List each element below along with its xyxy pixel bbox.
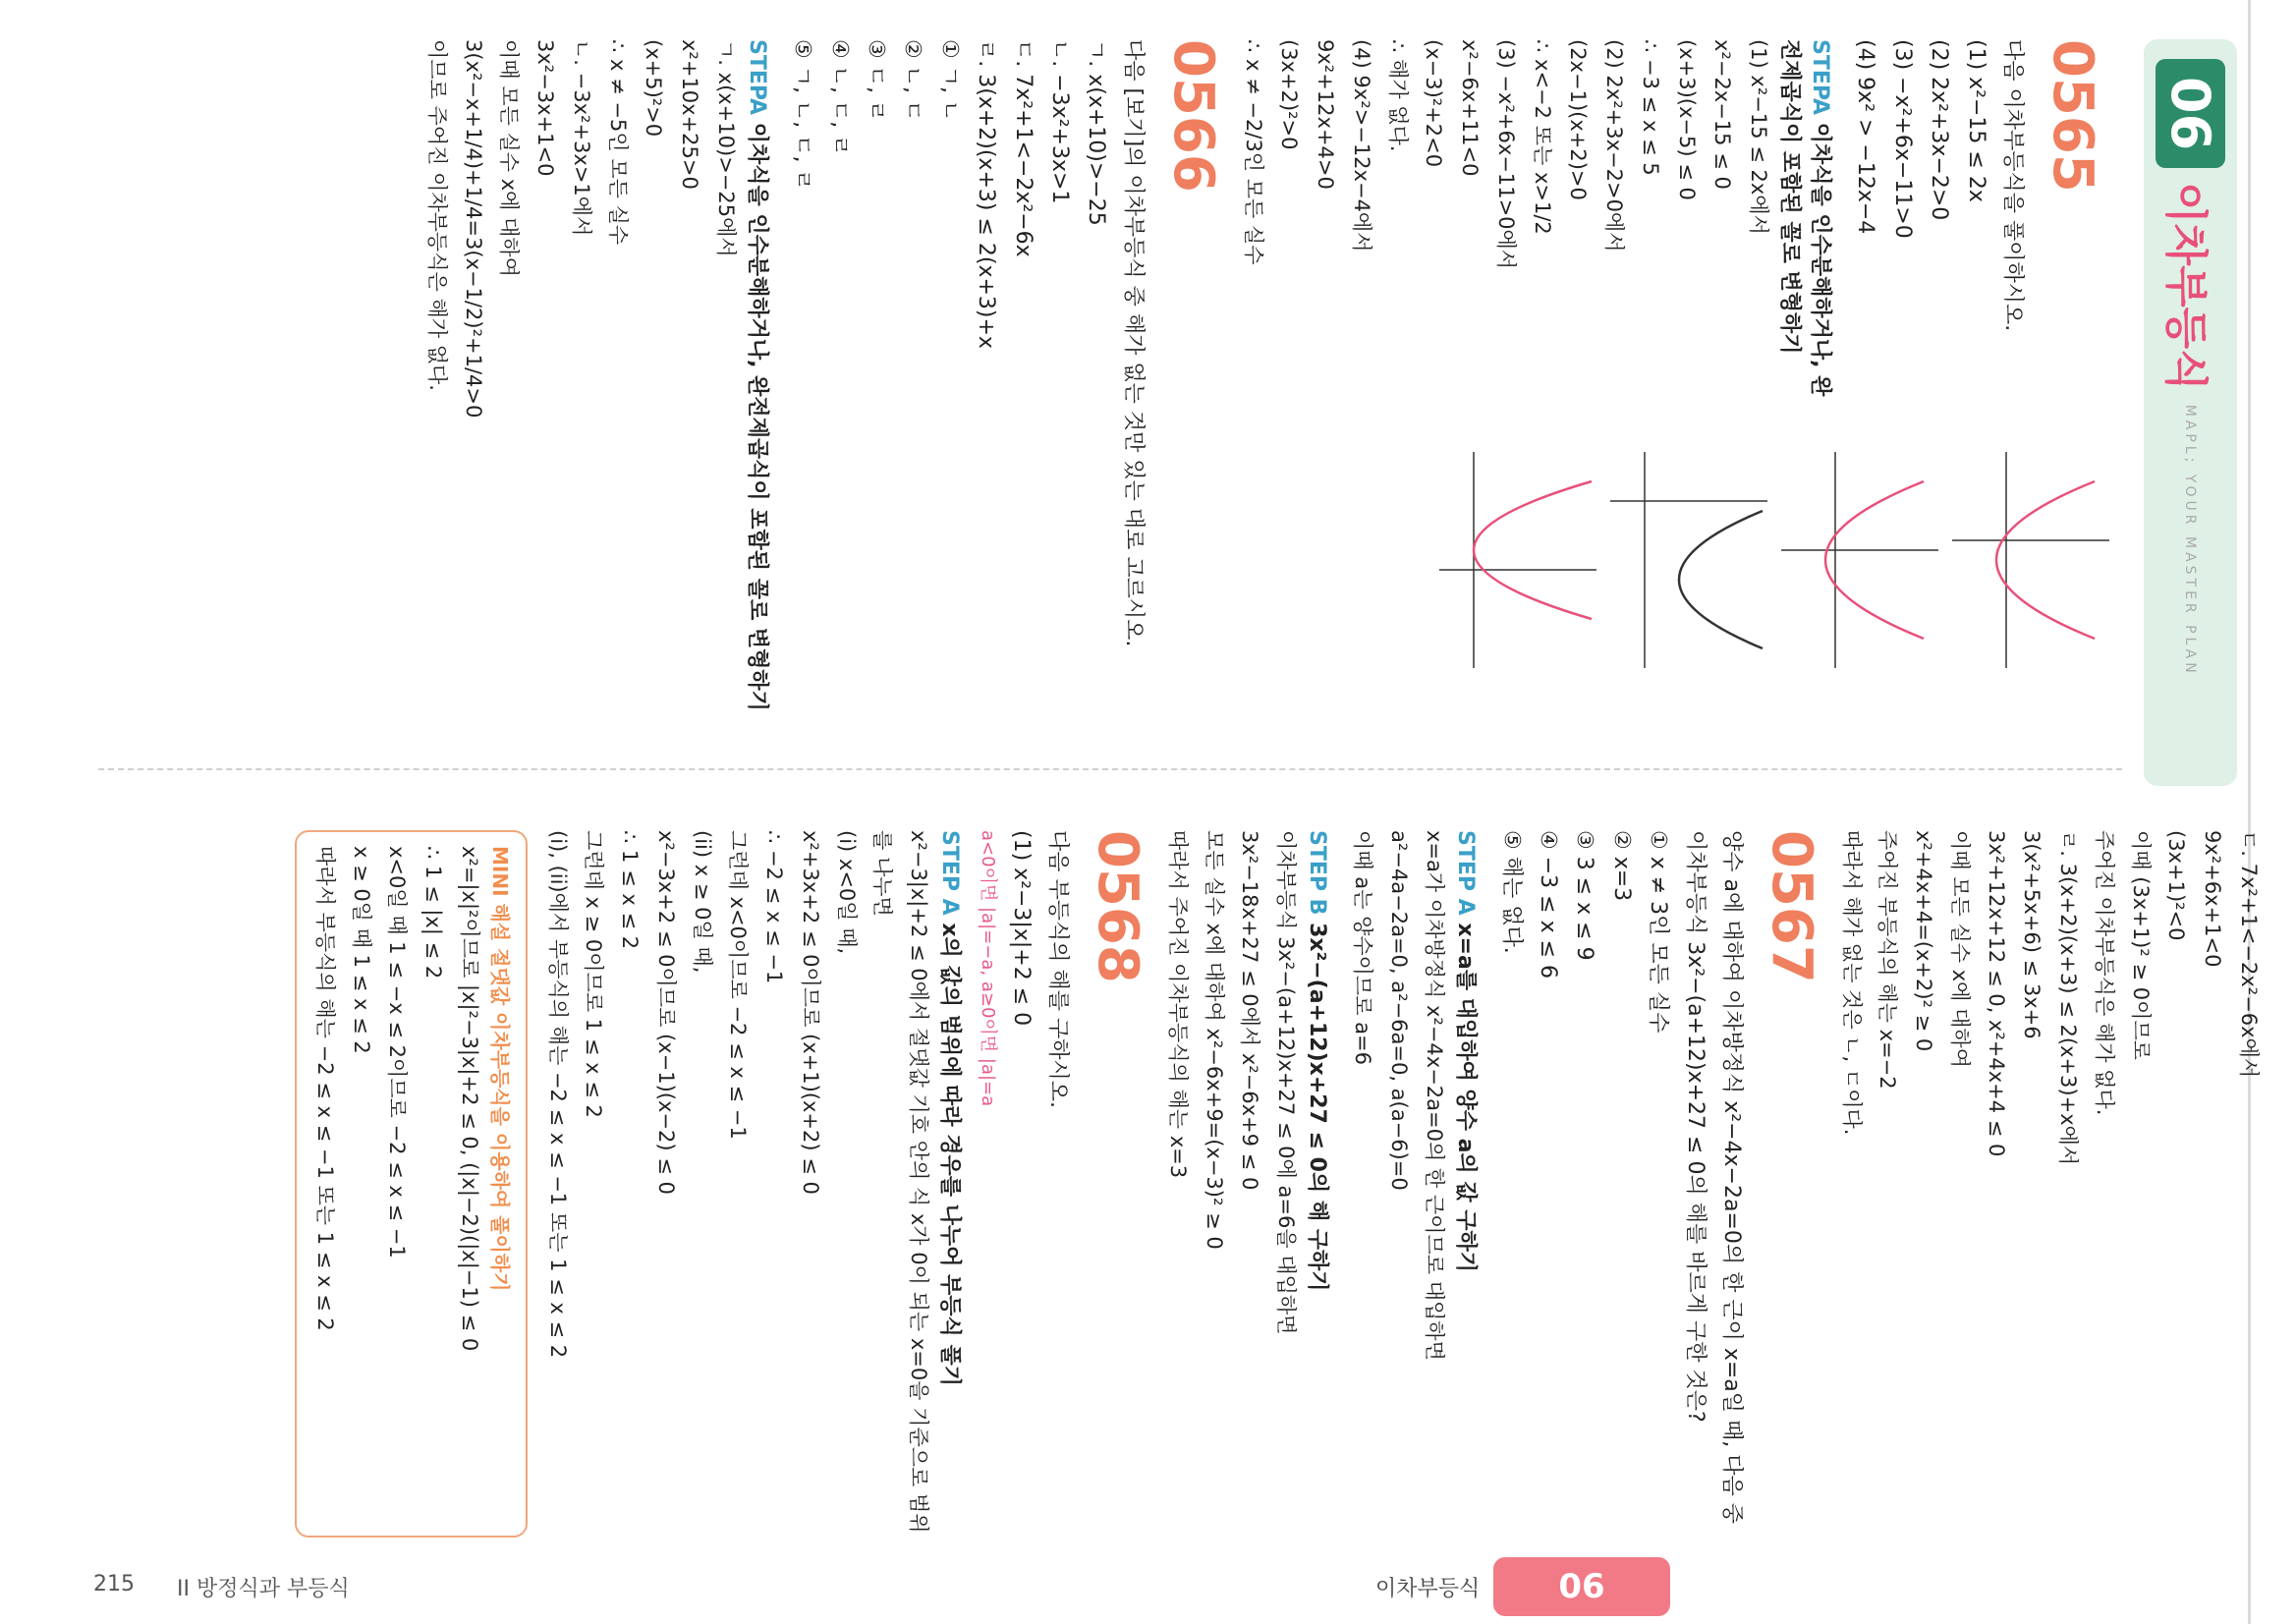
solution-line: (1) x²−15 ≤ 2x에서: [1747, 39, 1771, 235]
solution-line: a²−4a−2a=0, a²−6a=0, a(a−6)=0: [1386, 830, 1411, 1191]
mini-line: x<0일 때 1 ≤ −x ≤ 2이므로 −2 ≤ x ≤ −1: [385, 846, 410, 1259]
choice: ④ −3 ≤ x ≤ 6: [1536, 830, 1561, 980]
problem-0567: [1159, 830, 1823, 1538]
step-heading: STEPA 이차식을 인수분해하거나, 완전제곱식이 포함된 꼴로 변형하기: [1777, 39, 1833, 397]
mini-line: x²=|x|²이므로 |x|²−3|x|+2 ≤ 0, (|x|−2)(|x|−1) ≤ 0: [457, 846, 481, 1352]
solution-line: 주어진 이차부등식은 해가 없다.: [2093, 830, 2116, 1116]
solution-line: 3x²−3x+1<0: [533, 39, 558, 177]
problem-item: ㄹ. 3(x+2)(x+3) ≤ 2(x+3)+x: [974, 39, 999, 349]
solution-line: 따라서 해가 없는 것은 ㄴ, ㄷ이다.: [1839, 830, 1864, 1136]
problem-number: 0568: [1086, 830, 1150, 983]
solution-line: (3x+1)²<0: [2164, 830, 2189, 941]
solution-line: 3(x²+5x+6) ≤ 3x+6: [2020, 830, 2044, 1039]
problem-item: (4) 9x² > −12x−4: [1853, 39, 1878, 235]
problem-0566: [419, 39, 1225, 747]
solution-line: (3) −x²+6x−11>0에서: [1493, 39, 1518, 270]
graphs-0565: [1235, 442, 2114, 806]
problem-item: (1) x²−15 ≤ 2x: [1963, 39, 1988, 202]
solution-line: ∴ 해가 없다.: [1385, 39, 1410, 152]
solution-line: 따라서 주어진 이차부등식의 해는 x=3: [1165, 830, 1190, 1179]
choice: ① ㄱ, ㄴ: [936, 39, 962, 122]
solution-line: 이때 모든 실수 x에 대하여: [497, 39, 522, 277]
solution-line: 9x²+6x+1<0: [2201, 830, 2225, 968]
step-heading: STEP A x=a를 대입하여 양수 a의 값 구하기: [1453, 830, 1479, 1272]
solution-line: ∴ x ≠ −5인 모든 실수: [605, 39, 630, 246]
problem-item: ㄷ. 7x²+1<−2x²−6x: [1010, 39, 1036, 257]
problem-number: 0567: [1760, 830, 1823, 983]
step-heading: STEP B 3x²−(a+12)x+27 ≤ 0의 해 구하기: [1305, 830, 1330, 1292]
choice: ③ 3 ≤ x ≤ 9: [1572, 830, 1597, 961]
problem-item: (2) 2x²+3x−2>0: [1927, 39, 1952, 221]
problem-0565: [1235, 39, 2114, 403]
problem-0568: [295, 830, 1149, 1538]
solution-line: 이때 a는 양수이므로 a=6: [1350, 830, 1374, 1066]
solution-line: (3x+2)²>0: [1277, 39, 1302, 150]
parabola-graph: [1605, 442, 1772, 678]
half-lower: [135, 830, 2296, 1596]
solution-line: ㄱ. x(x+10)>−25에서: [713, 39, 738, 257]
problem-question: 다음 [보기]의 이차부등식 중 해가 없는 것만 있는 대로 고르시오.: [1120, 39, 1146, 647]
solution-line: (2x−1)(x+2)>0: [1566, 39, 1591, 200]
chapter-number: 06: [2156, 59, 2225, 168]
solution-line: 이때 모든 실수 x에 대하여: [1948, 830, 1972, 1068]
choice: ③ ㄷ, ㄹ: [864, 39, 889, 122]
solution-line: 그런데 x<0이므로 −2 ≤ x ≤ −1: [726, 830, 751, 1140]
chapter-title: 이차부등식: [2160, 182, 2212, 391]
solution-line: 3x²−18x+27 ≤ 0에서 x²−6x+9 ≤ 0: [1238, 830, 1262, 1191]
mini-title: MINI 해설 절댓값 이차부등식을 이용하여 풀이하기: [487, 846, 512, 1292]
solution-line: x²+4x+4=(x+2)² ≥ 0: [1912, 830, 1936, 1052]
solution-line: ㄴ. −3x²+3x>1에서: [569, 39, 593, 237]
solution-line: (2) 2x²+3x−2>0에서: [1602, 39, 1627, 252]
problem-question: 양수 a에 대하여 이차방정식 x²−4x−2a=0의 한 근이 x=a일 때, 다음 중 이차부등식 3x²−(a+12)x+27 ≤ 0의 해를 바르게 구한 것은?: [1682, 830, 1744, 1525]
solution-line: 3(x²−x+1/4)+1/4=3(x−1/2)²+1/4>0: [461, 39, 485, 419]
chapter-footer-label: 이차부등식: [1375, 1577, 1481, 1601]
step-heading: STEPA 이차식을 인수분해하거나, 완전제곱식이 포함된 꼴로 변형하기: [744, 39, 769, 711]
solution-line: ∴ −2 ≤ x ≤ −1: [762, 830, 787, 984]
solution-line: 주어진 부등식의 해는 x=−2: [1876, 830, 1900, 1090]
solution-line: 3x²+12x+12 ≤ 0, x²+4x+4 ≤ 0: [1984, 830, 2008, 1157]
solution-line: ∴ 1 ≤ x ≤ 2: [618, 830, 643, 950]
solution-line: (4) 9x²>−12x−4에서: [1349, 39, 1373, 252]
choice: ⑤ ㄱ, ㄴ, ㄷ, ㄹ: [790, 39, 815, 191]
solution-line: (i), (ii)에서 부등식의 해는 −2 ≤ x ≤ −1 또는 1 ≤ x ≤ 2: [545, 830, 570, 1359]
half-upper: [135, 39, 2296, 806]
section-footer-label: II 방정식과 부등식: [177, 1577, 350, 1601]
solution-line: x²−3x+2 ≤ 0이므로 (x−1)(x−2) ≤ 0: [653, 830, 678, 1195]
solution-line: x²+10x+25>0: [678, 39, 702, 190]
solution-line: (ii) x ≥ 0일 때,: [690, 830, 714, 974]
tip-note: a<0이면 |a|=−a, a≥0이면 |a|=a: [978, 830, 999, 1107]
solution-line: 그런데 x ≥ 0이므로 1 ≤ x ≤ 2: [582, 830, 606, 1118]
problem-item: (3) −x²+6x−11>0: [1889, 39, 1915, 239]
solution-line: ∴ x<−2 또는 x>1/2: [1530, 39, 1554, 235]
solution-line: ㄷ. 7x²+1<−2x²−6x에서: [2237, 830, 2261, 1079]
problem-number: 0565: [2041, 39, 2104, 193]
solution-line: 이므로 주어진 이차부등식은 해가 없다.: [424, 39, 449, 391]
solution-line: (x+5)²>0: [642, 39, 666, 138]
chapter-tab: 06: [1493, 1557, 1670, 1616]
chapter-subtitle: MAPL; YOUR MASTER PLAN: [2182, 404, 2199, 677]
choice: ④ ㄴ, ㄷ, ㄹ: [826, 39, 852, 156]
problem-item: (1) x²−3|x|+2 ≤ 0: [1008, 830, 1034, 1027]
solution-line: x²−3|x|+2 ≤ 0에서 절댓값 기호 안의 식 x가 0이 되는 x=0을 기준으로 범위를 나누면: [870, 830, 931, 1534]
parabola-graph: [1947, 442, 2114, 678]
step-heading: STEP A x의 값의 범위에 따라 경우를 나누어 부등식 풀기: [937, 830, 963, 1386]
page-number: 215: [93, 1572, 135, 1596]
solution-line: ∴ −3 ≤ x ≤ 5: [1638, 39, 1662, 176]
choice: ⑤ 해는 없다.: [1498, 830, 1524, 954]
solution-line: x²−6x+11<0: [1458, 39, 1483, 177]
solution-line: x²−2x−15 ≤ 0: [1710, 39, 1735, 190]
mini-line: x ≥ 0일 때 1 ≤ x ≤ 2: [349, 846, 373, 1054]
problem-number: 0566: [1160, 39, 1225, 193]
choice: ① x ≠ 3인 모든 실수: [1646, 830, 1671, 1034]
problem-item: ㄴ. −3x²+3x>1: [1047, 39, 1073, 204]
solution-line: x²+3x+2 ≤ 0이므로 (x+1)(x+2) ≤ 0: [798, 830, 822, 1195]
mini-explanation-box: [295, 830, 528, 1538]
mini-line: 따라서 부등식의 해는 −2 ≤ x ≤ −1 또는 1 ≤ x ≤ 2: [312, 846, 337, 1331]
solution-line: (i) x<0일 때,: [834, 830, 859, 955]
parabola-graph: [1434, 442, 1601, 678]
solution-line: ∴ x ≠ −2/3인 모든 실수: [1241, 39, 1265, 265]
solution-line: x=a가 이차방정식 x²−4x−2a=0의 한 근이므로 대입하면: [1423, 830, 1447, 1361]
solution-line: 이때 (3x+1)² ≥ 0이므로: [2128, 830, 2153, 1060]
problem-question: 다음 부등식의 해를 구하시오.: [1045, 830, 1071, 1108]
solution-line: ㄹ. 3(x+2)(x+3) ≤ 2(x+3)+x에서: [2056, 830, 2081, 1166]
problem-item: ㄱ. x(x+10)>−25: [1084, 39, 1109, 226]
choice: ② ㄴ, ㄷ: [900, 39, 925, 122]
solution-line: 모든 실수 x에 대하여 x²−6x+9=(x−3)² ≥ 0: [1202, 830, 1226, 1250]
mini-line: ∴ 1 ≤ |x| ≤ 2: [421, 846, 446, 980]
solution-line: 이차부등식 3x²−(a+12)x+27 ≤ 0에 a=6을 대입하면: [1274, 830, 1299, 1335]
choice: ② x=3: [1608, 830, 1634, 902]
parabola-graph: [1776, 442, 1943, 678]
solution-line: 9x²+12x+4>0: [1314, 39, 1338, 190]
problem-0566-continued: [1833, 830, 2267, 1538]
problem-question: 다음 이차부등식을 풀이하시오.: [2000, 39, 2025, 332]
chapter-header: [2144, 39, 2237, 786]
solution-line: (x−3)²+2<0: [1422, 39, 1446, 168]
solution-line: (x+3)(x−5) ≤ 0: [1674, 39, 1699, 200]
